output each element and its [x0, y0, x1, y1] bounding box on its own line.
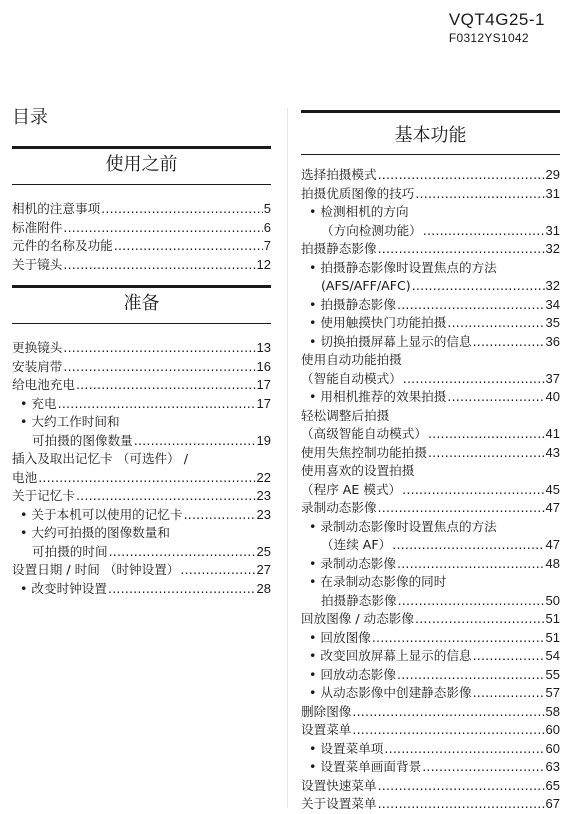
toc-title: 目录	[12, 107, 48, 128]
toc-entry-text: 删除图像	[301, 703, 352, 719]
toc-entry-text: 回放图像 / 动态影像	[301, 611, 414, 626]
toc-entry-text: • 在录制动态影像的同时	[309, 574, 447, 589]
leader-dots	[63, 339, 255, 358]
toc-entry	[12, 487, 271, 506]
leader-dots	[378, 166, 545, 185]
toc-entry-text: （高级智能自动模式）	[301, 426, 427, 441]
entry-list-preparation	[12, 339, 271, 598]
toc-entry-page: 5	[263, 201, 271, 216]
toc-entry	[301, 777, 560, 796]
toc-entry	[12, 358, 271, 377]
section-heading: 基本功能	[394, 125, 467, 146]
toc-entry-text: 可拍摄的图像数量	[32, 432, 133, 448]
toc-entry-text: （方向检测功能）	[321, 222, 422, 238]
toc-entry	[12, 432, 271, 451]
toc-entry	[301, 277, 560, 296]
heading-rule-bottom	[301, 154, 560, 155]
toc-entry-page: 6	[263, 219, 271, 235]
leader-dots	[397, 555, 545, 574]
toc-entry	[12, 256, 271, 275]
leader-dots	[422, 758, 544, 777]
document-code-secondary: F0312YS1042	[448, 31, 529, 45]
toc-entry	[12, 450, 271, 469]
toc-entry-page: 25	[256, 543, 271, 559]
toc-entry-text: 关于记忆卡	[12, 488, 75, 503]
leader-dots	[184, 506, 256, 525]
toc-entry	[301, 481, 560, 500]
toc-entry-page: 40	[545, 389, 560, 404]
toc-entry-page: 17	[256, 395, 271, 411]
toc-entry-text: 插入及取出记忆卡 （可选件） /	[12, 451, 188, 466]
leader-dots	[428, 425, 545, 444]
toc-entry-page: 27	[256, 562, 271, 577]
leader-dots	[114, 237, 263, 256]
section-header-basic-functions	[301, 110, 560, 156]
toc-entry-page: 54	[545, 648, 560, 663]
toc-entry-text: • 大约工作时间和	[20, 414, 120, 429]
toc-entry	[301, 444, 560, 463]
leader-dots	[378, 777, 545, 796]
entry-list-basic-functions	[301, 166, 560, 814]
leader-dots	[403, 370, 545, 389]
toc-entry-page: 51	[545, 611, 560, 626]
toc-entry	[301, 573, 560, 592]
toc-entry	[301, 795, 560, 814]
section-heading: 使用之前	[105, 154, 178, 175]
toc-entry	[301, 407, 560, 426]
leader-dots	[423, 222, 545, 241]
toc-entry	[301, 499, 560, 518]
leader-dots	[38, 469, 255, 488]
toc-entry-page: 16	[256, 358, 271, 374]
toc-entry	[301, 203, 560, 222]
leader-dots	[378, 240, 545, 259]
toc-entry-text: • 回放图像	[309, 629, 371, 645]
leader-dots	[108, 580, 256, 599]
toc-entry-text: 选择拍摄模式	[301, 167, 377, 182]
toc-entry-text: • 充电	[20, 395, 57, 411]
toc-entry	[301, 740, 560, 759]
column-divider	[287, 108, 288, 808]
toc-entry-text: 安装肩带	[12, 358, 63, 374]
leader-dots	[63, 256, 255, 275]
toc-entry-text: • 录制动态影像时设置焦点的方法	[309, 518, 497, 534]
toc-entry-page: 19	[256, 432, 271, 448]
toc-entry-text: • 从动态影像中创建静态影像	[309, 685, 472, 700]
toc-entry-page: 29	[545, 167, 560, 182]
toc-entry-page: 22	[256, 469, 271, 485]
toc-entry-page: 35	[545, 315, 560, 330]
toc-entry	[12, 200, 271, 219]
toc-entry-text: 拍摄静态影像	[321, 592, 397, 608]
toc-entry	[301, 222, 560, 241]
toc-entry	[12, 339, 271, 358]
leader-dots	[473, 647, 545, 666]
toc-entry-page: 37	[545, 370, 560, 386]
toc-entry	[301, 462, 560, 481]
toc-entry	[301, 333, 560, 352]
toc-entry-page: 23	[256, 488, 271, 503]
toc-entry	[301, 610, 560, 629]
toc-entry	[301, 185, 560, 204]
leader-dots	[58, 395, 256, 414]
toc-entry-page: 32	[545, 278, 560, 293]
toc-entry-text: (AFS/AFF/AFC)	[321, 278, 411, 293]
leader-dots	[397, 296, 545, 315]
toc-entry-page: 43	[545, 444, 560, 460]
toc-entry-page: 17	[256, 377, 271, 392]
leader-dots	[378, 795, 545, 814]
document-code	[449, 10, 545, 46]
leader-dots	[372, 629, 545, 648]
leader-dots	[63, 219, 262, 238]
toc-entry-page: 34	[545, 296, 560, 312]
toc-entry	[301, 370, 560, 389]
toc-entry-page: 63	[545, 759, 560, 774]
toc-entry-text: • 拍摄静态影像	[309, 296, 396, 312]
toc-entry	[301, 388, 560, 407]
heading-rule-top	[12, 146, 271, 149]
toc-entry-text: • 使用触摸快门功能拍摄	[309, 315, 447, 330]
toc-entry	[301, 555, 560, 574]
toc-entry	[12, 580, 271, 599]
toc-entry-text: 拍摄优质图像的技巧	[301, 185, 415, 201]
toc-entry	[301, 166, 560, 185]
toc-entry-text: • 切换拍摄屏幕上显示的信息	[309, 333, 472, 349]
toc-entry-page: 57	[545, 685, 560, 700]
toc-entry-page: 47	[545, 537, 560, 552]
toc-entry-page: 36	[545, 333, 560, 349]
leader-dots	[352, 703, 544, 722]
toc-entry-text: 拍摄静态影像	[301, 241, 377, 256]
leader-dots	[352, 721, 544, 740]
leader-dots	[428, 444, 545, 463]
toc-entry-text: 设置菜单	[301, 722, 352, 737]
toc-entry-text: 关于镜头	[12, 256, 63, 272]
leader-dots	[415, 610, 545, 629]
toc-entry-page: 47	[545, 500, 560, 515]
toc-entry-text: • 用相机推荐的效果拍摄	[309, 389, 447, 404]
toc-entry-page: 31	[545, 222, 560, 238]
toc-entry	[301, 259, 560, 278]
leader-dots	[447, 314, 544, 333]
toc-entry	[301, 629, 560, 648]
toc-entry-text: 设置日期 / 时间 （时钟设置）	[12, 562, 180, 577]
toc-entry	[301, 647, 560, 666]
heading-rule-top	[301, 110, 560, 113]
leader-dots	[101, 200, 263, 219]
toc-entry-text: 关于设置菜单	[301, 796, 377, 811]
toc-entry-page: 45	[545, 481, 560, 497]
toc-entry-text: （智能自动模式）	[301, 370, 402, 386]
toc-entry-text: • 大约可拍摄的图像数量和	[20, 525, 170, 540]
leader-dots	[392, 536, 544, 555]
toc-entry-text: 录制动态影像	[301, 500, 377, 515]
toc-entry-text: 电池	[12, 469, 38, 485]
toc-entry-page: 67	[545, 796, 560, 811]
toc-entry	[301, 240, 560, 259]
toc-entry-text: 可拍摄的时间	[32, 543, 108, 559]
toc-entry-page: 48	[545, 555, 560, 571]
toc-entry	[301, 758, 560, 777]
toc-entry-text: • 拍摄静态影像时设置焦点的方法	[309, 259, 497, 275]
heading-rule-bottom	[12, 323, 271, 324]
leader-dots	[402, 481, 544, 500]
toc-entry-text: • 关于本机可以使用的记忆卡	[20, 506, 183, 522]
leader-dots	[415, 185, 544, 204]
toc-entry-text: 使用喜欢的设置拍摄	[301, 463, 415, 478]
toc-entry-text: • 设置菜单画面背景	[309, 759, 422, 774]
leader-dots	[473, 684, 545, 703]
toc-entry	[301, 518, 560, 537]
toc-entry	[12, 395, 271, 414]
toc-entry	[12, 524, 271, 543]
heading-rule-top	[12, 285, 271, 288]
toc-entry-text: （连续 AF）	[321, 537, 392, 552]
toc-entry-text: 设置快速菜单	[301, 777, 377, 793]
leader-dots	[134, 432, 256, 451]
toc-entry	[301, 684, 560, 703]
leader-dots	[76, 487, 256, 506]
toc-entry-text: 相机的注意事项	[12, 201, 101, 216]
toc-entry	[12, 219, 271, 238]
toc-entry	[301, 296, 560, 315]
toc-entry	[301, 425, 560, 444]
leader-dots	[397, 666, 545, 685]
toc-entry	[12, 561, 271, 580]
toc-entry-text: • 改变时钟设置	[20, 580, 107, 596]
toc-entry-page: 41	[545, 426, 560, 441]
leader-dots	[398, 592, 545, 611]
toc-entry-text: 轻松调整后拍摄	[301, 407, 390, 423]
section-heading: 准备	[123, 293, 160, 314]
toc-entry	[12, 469, 271, 488]
toc-entry-page: 58	[545, 703, 560, 719]
leader-dots	[412, 277, 545, 296]
toc-entry-page: 55	[545, 666, 560, 682]
toc-entry-text: 给电池充电	[12, 377, 75, 392]
entry-list-before-use	[12, 200, 271, 274]
toc-entry-page: 31	[545, 185, 560, 201]
leader-dots	[378, 499, 545, 518]
toc-entry-page: 12	[256, 256, 271, 272]
toc-entry	[301, 721, 560, 740]
toc-entry	[301, 592, 560, 611]
toc-entry-page: 32	[545, 241, 560, 256]
toc-entry	[12, 237, 271, 256]
toc-entry-page: 7	[263, 238, 271, 253]
leader-dots	[384, 740, 544, 759]
toc-entry	[12, 506, 271, 525]
toc-entry-page: 60	[545, 740, 560, 756]
toc-entry	[12, 376, 271, 395]
leader-dots	[63, 358, 255, 377]
section-header-before-use	[12, 146, 271, 188]
document-code-primary: VQT4G25-1	[448, 10, 545, 29]
toc-entry-text: 使用失焦控制功能拍摄	[301, 444, 427, 460]
toc-entry-text: 更换镜头	[12, 340, 63, 355]
toc-entry-text: • 录制动态影像	[309, 555, 396, 571]
toc-entry-text: • 改变回放屏幕上显示的信息	[309, 648, 472, 663]
toc-entry	[301, 536, 560, 555]
toc-entry-text: • 回放动态影像	[309, 666, 396, 682]
toc-entry	[12, 413, 271, 432]
toc-entry	[12, 543, 271, 562]
toc-entry-text: （程序 AE 模式）	[301, 481, 402, 497]
toc-entry-page: 28	[256, 580, 271, 596]
toc-entry	[301, 351, 560, 370]
leader-dots	[473, 333, 545, 352]
section-header-preparation	[12, 285, 271, 327]
toc-entry-page: 65	[545, 777, 560, 793]
toc-entry	[301, 666, 560, 685]
leader-dots	[180, 561, 255, 580]
toc-entry-text: 标准附件	[12, 219, 63, 235]
toc-entry-page: 23	[256, 506, 271, 522]
toc-entry-text: • 检测相机的方向	[309, 204, 409, 219]
heading-rule-bottom	[12, 184, 271, 185]
toc-entry-page: 13	[256, 340, 271, 355]
leader-dots	[109, 543, 256, 562]
leader-dots	[447, 388, 544, 407]
toc-entry	[301, 314, 560, 333]
toc-entry-page: 60	[545, 722, 560, 737]
toc-entry	[301, 703, 560, 722]
toc-entry-page: 51	[545, 629, 560, 645]
toc-entry-text: • 设置菜单项	[309, 740, 384, 756]
toc-entry-page: 50	[545, 592, 560, 608]
toc-entry-text: 元件的名称及功能	[12, 238, 113, 253]
toc-entry-text: 使用自动功能拍摄	[301, 352, 402, 367]
leader-dots	[76, 376, 256, 395]
